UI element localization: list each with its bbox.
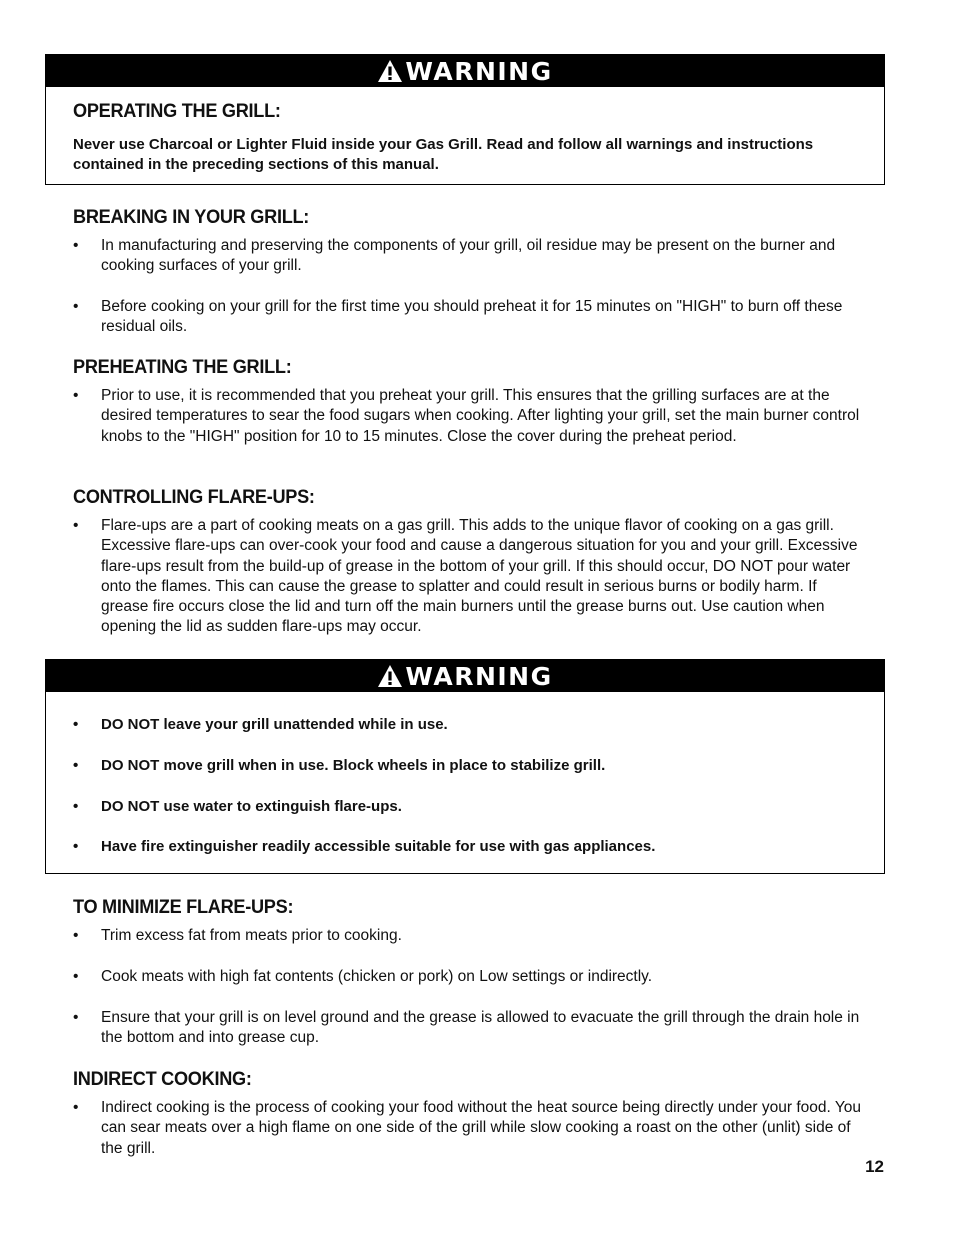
flareups-heading: CONTROLLING FLARE-UPS: <box>73 486 315 508</box>
warning-label: WARNING <box>405 56 553 86</box>
section-breaking-in <box>73 206 863 337</box>
list-item: • Trim excess fat from meats prior to cooking. <box>73 927 402 944</box>
warning-triangle-icon <box>377 664 403 688</box>
warning-box-flareups <box>45 659 885 874</box>
list-item: • DO NOT use water to extinguish flare-ups. <box>73 797 402 815</box>
list-item: • In manufacturing and preserving the components of your grill, oil residue may be present on the burner and cooking surfaces of your grill. <box>73 237 836 275</box>
section-preheating <box>73 356 863 447</box>
list-item: • Before cooking on your grill for the first time you should preheat it for 15 minutes on "HIGH" to burn off these residual oils. <box>73 297 843 335</box>
minimize-heading: TO MINIMIZE FLARE-UPS: <box>73 896 294 918</box>
page-number: 12 <box>865 1157 884 1176</box>
preheating-heading: PREHEATING THE GRILL: <box>73 356 292 378</box>
indirect-heading: INDIRECT COOKING: <box>73 1068 252 1090</box>
warning-label: WARNING <box>405 661 553 691</box>
warning-triangle-icon <box>377 59 403 83</box>
list-item: • Cook meats with high fat contents (chicken or pork) on Low settings or indirectly. <box>73 967 653 985</box>
section-indirect-cooking <box>73 1068 863 1159</box>
section-flareups <box>73 486 863 638</box>
operating-text: Never use Charcoal or Lighter Fluid inside your Gas Grill. Read and follow all warnings and instructions contained in the preceding sections of this manual. <box>73 136 814 174</box>
warning-banner <box>46 55 884 87</box>
section-minimize-flareups <box>73 896 863 1048</box>
breaking-in-heading: BREAKING IN YOUR GRILL: <box>73 206 310 228</box>
warning-banner <box>46 660 884 692</box>
list-item: • Flare-ups are a part of cooking meats on a gas grill. This adds to the unique flavor of cooking on a gas grill. Excessive flare-ups can over-cook your food and cause a dangerous situation for you and your grill. Excessive flare-ups result from the build-up of grease in the bottom of your grill. If this should occur, DO NOT pour water onto the flames. This can cause the grease to splatter and could result in serious burns or bodily harm. If grease fire occurs close the lid and turn off the main burners until the grease burns out. Use caution when opening the lid as sudden flare-ups may occur. <box>73 517 858 636</box>
list-item: • DO NOT move grill when in use. Block wheels in place to stabilize grill. <box>73 756 606 774</box>
list-item: • Have fire extinguisher readily accessible suitable for use with gas appliances. <box>73 838 656 856</box>
list-item: • Indirect cooking is the process of cooking your food without the heat source being directly under your food. You can sear meats over a high flame on one side of the grill while slow cooking a roast on the other (unlit) side of the grill. <box>73 1099 861 1157</box>
list-item: • Ensure that your grill is on level ground and the grease is allowed to evacuate the grill through the drain hole in the bottom and into grease cup. <box>73 1008 860 1046</box>
warning-box-operating <box>45 54 885 185</box>
list-item: • Prior to use, it is recommended that you preheat your grill. This ensures that the grilling surfaces are at the desired temperatures to sear the food sugars when cooking. After lighting your grill, set the main burner control knobs to the "HIGH" position for 10 to 15 minutes. Close the cover during the preheat period. <box>73 387 860 445</box>
operating-heading: OPERATING THE GRILL: <box>73 100 281 122</box>
list-item: • DO NOT leave your grill unattended while in use. <box>73 716 448 733</box>
